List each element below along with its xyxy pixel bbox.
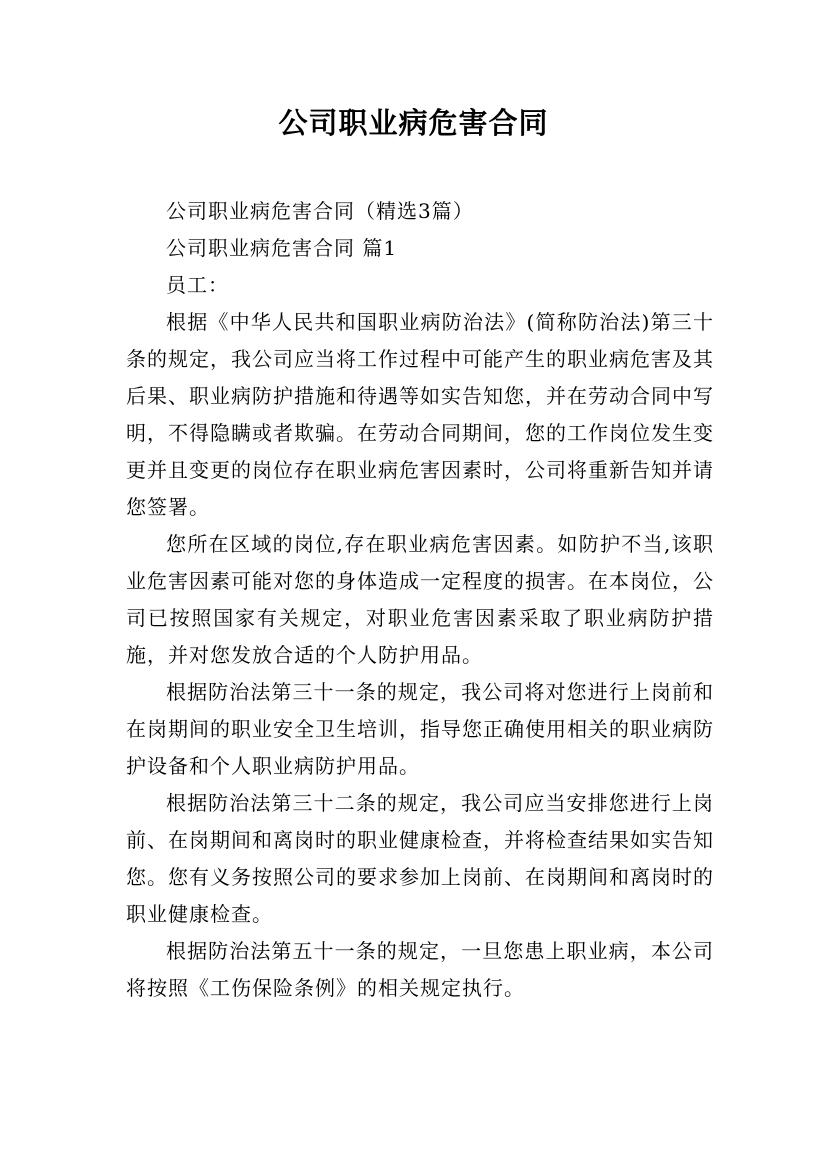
document-body xyxy=(126,193,714,1007)
body-paragraph: 根据《中华人民共和国职业病防治法》(简称防治法)第三十条的规定，我公司应当将工作过程中可能产生的职业病危害及其后果、职业病防护措施和待遇等如实告知您，并在劳动合同中写明，不得隐瞒或者欺骗。在劳动合同期间，您的工作岗位发生变更并且变更的岗位存在职业病危害因素时，公司将重新告知并请您签署。 xyxy=(126,310,714,519)
document-title: 公司职业病危害合同 xyxy=(278,106,549,140)
subtitle-paragraph: 公司职业病危害合同（精选3篇） xyxy=(166,199,474,223)
body-paragraph: 根据防治法第三十二条的规定，我公司应当安排您进行上岗前、在岗期间和离岗时的职业健康检查，并将检查结果如实告知您。您有义务按照公司的要求参加上岗前、在岗期间和离岗时的职业健康检查。 xyxy=(126,791,714,926)
body-paragraph: 根据防治法第五十一条的规定，一旦您患上职业病，本公司将按照《工伤保险条例》的相关规定执行。 xyxy=(126,939,714,1000)
body-paragraph: 您所在区域的岗位,存在职业病危害因素。如防护不当,该职业危害因素可能对您的身体造成一定程度的损害。在本岗位，公司已按照国家有关规定，对职业危害因素采取了职业病防护措施，并对您发放合适的个人防护用品。 xyxy=(126,532,714,667)
body-paragraph: 根据防治法第三十一条的规定，我公司将对您进行上岗前和在岗期间的职业安全卫生培训，指导您正确使用相关的职业病防护设备和个人职业病防护用品。 xyxy=(126,680,714,778)
section-heading: 公司职业病危害合同 篇1 xyxy=(166,236,398,260)
salutation: 员工： xyxy=(166,273,229,297)
